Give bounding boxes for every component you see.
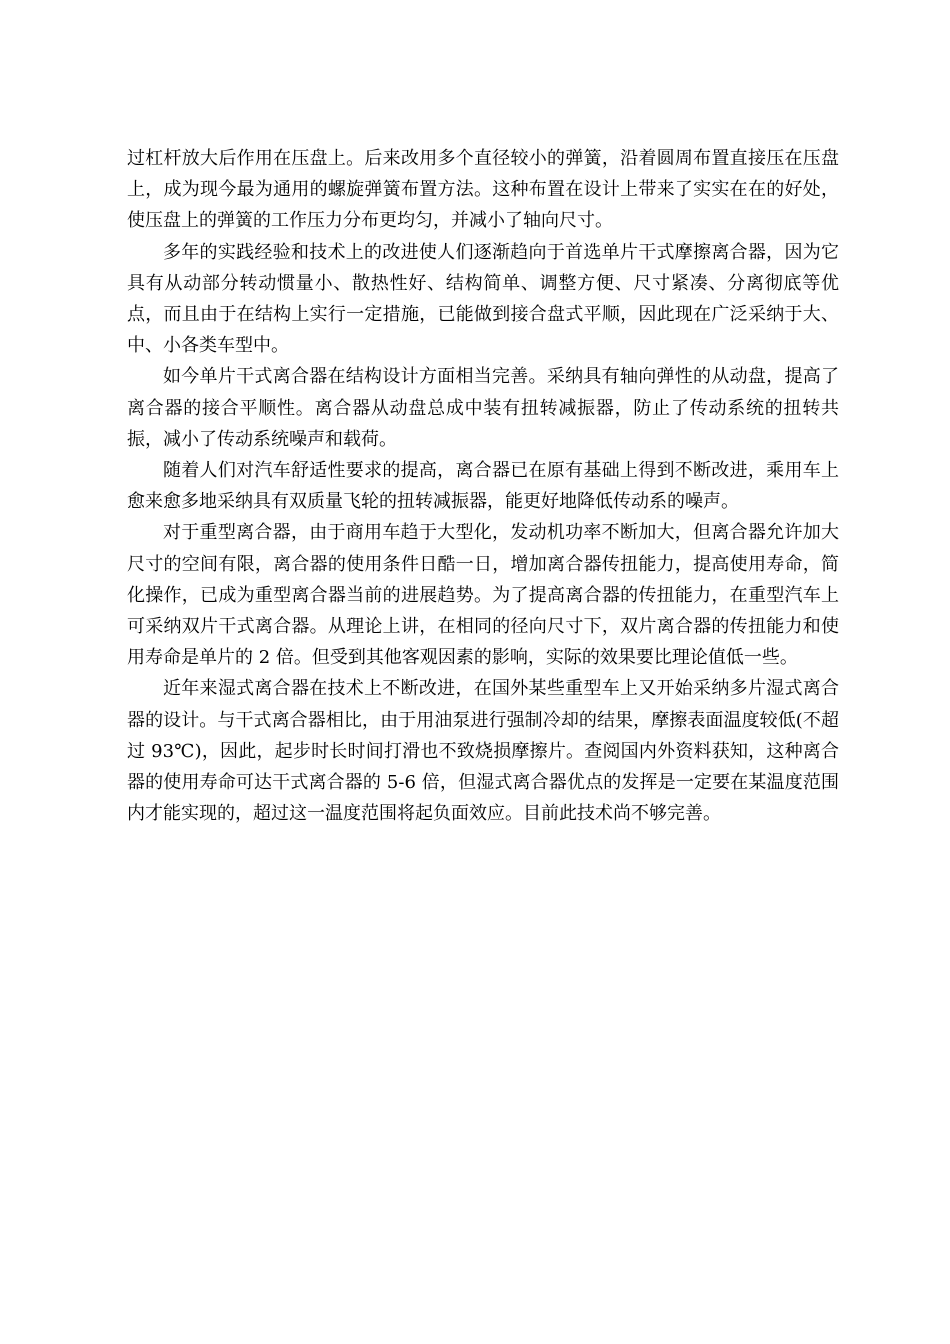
paragraph-6: 近年来湿式离合器在技术上不断改进，在国外某些重型车上又开始采纳多片湿式离合器的设计。与干式离合器相比，由于用油泵进行强制冷却的结果，摩擦表面温度较低(不超过 93℃)，因此，起步时长时间打滑也不致烧损摩擦片。查阅国内外资料获知，这种离合器的使用寿命可达干式离合器的 5-6 倍，但湿式离合器优点的发挥是一定要在某温度范围内才能实现的，超过这一温度范围将起负面效应。目前此技术尚不够完善。	[127, 678, 839, 825]
paragraph-2: 多年的实践经验和技术上的改进使人们逐渐趋向于首选单片干式摩擦离合器，因为它具有从动部分转动惯量小、散热性好、结构简单、调整方便、尺寸紧凑、分离彻底等优点，而且由于在结构上实行一定措施，已能做到接合盘式平顺，因此现在广泛采纳于大、中、小各类车型中。	[127, 241, 839, 357]
paragraph-1: 过杠杆放大后作用在压盘上。后来改用多个直径较小的弹簧，沿着圆周布置直接压在压盘上，成为现今最为通用的螺旋弹簧布置方法。这种布置在设计上带来了实实在在的好处，使压盘上的弹簧的工作压力分布更均匀，并减小了轴向尺寸。	[127, 148, 839, 232]
paragraph-3: 如今单片干式离合器在结构设计方面相当完善。采纳具有轴向弹性的从动盘，提高了离合器的接合平顺性。离合器从动盘总成中装有扭转减振器，防止了传动系统的扭转共振，减小了传动系统噪声和载荷。	[127, 366, 839, 450]
body-text	[127, 143, 839, 829]
paragraph-4: 随着人们对汽车舒适性要求的提高，离合器已在原有基础上得到不断改进，乘用车上愈来愈多地采纳具有双质量飞轮的扭转减振器，能更好地降低传动系的噪声。	[127, 460, 839, 513]
paragraph-5: 对于重型离合器，由于商用车趋于大型化，发动机功率不断加大，但离合器允许加大尺寸的空间有限，离合器的使用条件日酷一日，增加离合器传扭能力，提高使用寿命，简化操作，已成为重型离合器当前的进展趋势。为了提高离合器的传扭能力，在重型汽车上可采纳双片干式离合器。从理论上讲，在相同的径向尺寸下，双片离合器的传扭能力和使用寿命是单片的 2 倍。但受到其他客观因素的影响，实际的效果要比理论值低一些。	[127, 522, 839, 669]
